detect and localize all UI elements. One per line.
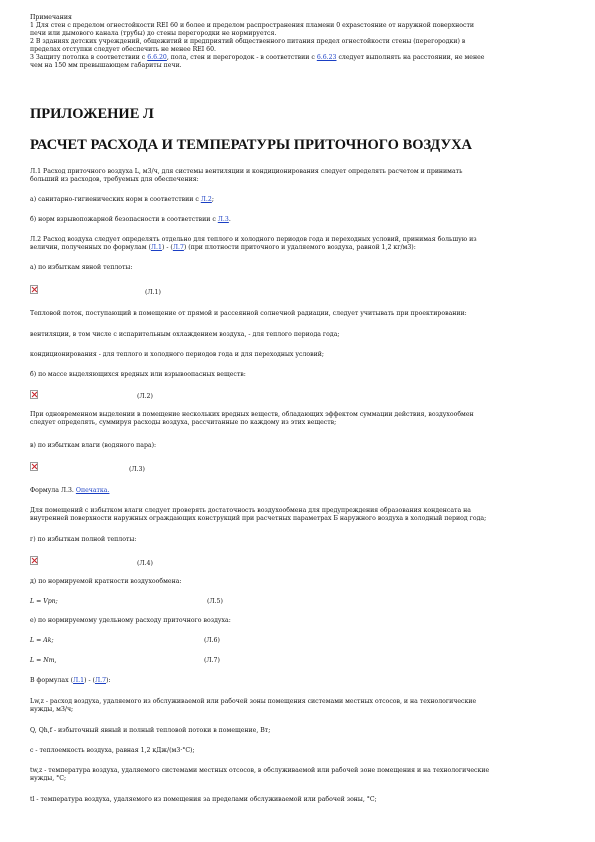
item-b-fire-safety: б) норм взрывопожарной безопасности в соответствии с Л.3. (30, 216, 231, 223)
formula-l6: L = Ak; (30, 637, 54, 644)
para-solar-radiation: Тепловой поток, поступающий в помещение от прямой и рассеянной солнечной радиации, следует учитывать при проектировании: (30, 310, 467, 317)
def-lwz-line-2: нужды, м3/ч; (30, 706, 74, 713)
formula-l3-image (30, 462, 38, 471)
para-ventilation: вентиляции, в том числе с испарительным охлаждением воздуха, - для теплого периода года; (30, 331, 340, 338)
note-1-line-2: печи или дымового канала (трубы) до стены перегородки не нормируется. (30, 30, 277, 37)
para-l1-line-1: Л.1 Расход приточного воздуха L, м3/ч, для системы вентиляции и кондиционирования следует определять расчетом и принимать (30, 168, 463, 175)
item-e-specific-flow: е) по нормируемому удельному расходу приточного воздуха: (30, 617, 231, 624)
def-c-heat-capacity: c - теплоемкость воздуха, равная 1,2 кДж/(м3·°C); (30, 747, 195, 754)
para-l2-line-1: Л.2 Расход воздуха следует определять отдельно для теплого и холодного периодов года и переходных условий, принимая большую из (30, 236, 477, 243)
formula-l4-image (30, 556, 38, 565)
link-l3[interactable]: Л.3 (217, 216, 229, 223)
notes-title: Примечания (30, 14, 72, 21)
link-formula-l7[interactable]: Л.7 (172, 244, 184, 251)
link-6-6-23[interactable]: 6.6.23 (316, 54, 337, 61)
item-a-sanitary: а) санитарно-гигиенических норм в соответствии с Л.2; (30, 196, 214, 203)
note-3-line-2: чем на 150 мм превышающем габариты печи. (30, 62, 182, 69)
link-erratum[interactable]: Опечатка. (75, 487, 110, 494)
note-1-line-1: 1 Для стен с пределом огнестойкости REI 60 и более и пределом распространения пламени 0 expasстояние от наружной поверхности (30, 22, 474, 29)
para-condensation-line-1: Для помещений с избытком влаги следует проверять достаточность воздухообмена для предупреждения образования конденсата на (30, 507, 471, 514)
formula-l2-number: (Л.2) (137, 393, 153, 400)
para-conditioning: кондиционирования - для теплого и холодного периодов года и для переходных условий; (30, 351, 324, 358)
appendix-heading: ПРИЛОЖЕНИЕ Л (30, 106, 154, 122)
item-b-harmful-substances: б) по массе выделяющихся вредных или взрывоопасных веществ: (30, 371, 246, 378)
def-q-heat: Q, Qh,f - избыточный явный и полный тепловой потоки в помещение, Вт; (30, 727, 271, 734)
formula-l1-image (30, 285, 38, 294)
para-summation-line-2: следует определять, суммируя расходы воздуха, рассчитанные по каждому из этих веществ; (30, 419, 337, 426)
def-twz-line-1: tw,z - температура воздуха, удаляемого системами местных отсосов, в обслуживаемой или рабочей зоне помещения и на технологические (30, 767, 490, 774)
def-tl: tl - температура воздуха, удаляемого из помещения за пределами обслуживаемой или рабочей зоны, °C; (30, 796, 377, 803)
item-a-sensible-heat: а) по избыткам явной теплоты: (30, 264, 133, 271)
para-l1-line-2: больший из расходов, требуемых для обеспечения: (30, 176, 199, 183)
appendix-title: РАСЧЕТ РАСХОДА И ТЕМПЕРАТУРЫ ПРИТОЧНОГО ВОЗДУХА (30, 137, 473, 153)
item-v-moisture: в) по избыткам влаги (водяного пара): (30, 442, 157, 449)
note-2-line-2: пределах отступки следует обеспечить не менее REI 60. (30, 46, 217, 53)
where-intro: В формулах (Л.1) - (Л.7): (30, 677, 111, 684)
link-formula-l1[interactable]: Л.1 (150, 244, 162, 251)
link-where-l7[interactable]: Л.7 (94, 677, 107, 684)
def-twz-line-2: нужды, °C; (30, 775, 67, 782)
link-where-l1[interactable]: Л.1 (73, 677, 85, 684)
formula-l3-number: (Л.3) (129, 466, 145, 473)
formula-l5: L = Vpn; (30, 598, 58, 605)
formula-l7-number: (Л.7) (204, 657, 220, 664)
formula-l1-number: (Л.1) (145, 289, 161, 296)
para-summation-line-1: При одновременном выделении в помещение нескольких вредных веществ, обладающих эффектом суммации действия, воздухообмен (30, 411, 474, 418)
note-3-line-1: 3 Защиту потолка в соответствии с 6.6.20, пола, стен и перегородок - в соответствии с 6.6.23 следует выполнять на расстоянии, не менее (30, 54, 485, 61)
para-l2-line-2: величин, полученных по формулам (Л.1) - (Л.7) (при плотности приточного и удаляемого воздуха, равной 1,2 кг/м3): (30, 244, 416, 251)
para-condensation-line-2: внутренней поверхности наружных ограждающих конструкций при расчетных параметрах Б наружного воздуха в холодный период года; (30, 515, 487, 522)
formula-l2-image (30, 390, 38, 399)
link-6-6-20[interactable]: 6.6.20 (147, 54, 167, 61)
note-2-line-1: 2 В зданиях детских учреждений, общежитий и предприятий общественного питания предел огнестойкости стены (перегородки) в (30, 38, 466, 45)
item-g-total-heat: г) по избыткам полной теплоты: (30, 536, 137, 543)
formula-l3-note: Формула Л.3. Опечатка. (30, 487, 110, 494)
formula-l7: L = Nm, (30, 657, 57, 664)
formula-l6-number: (Л.6) (204, 637, 220, 644)
formula-l4-number: (Л.4) (137, 560, 153, 567)
formula-l5-number: (Л.5) (207, 598, 223, 605)
link-l2[interactable]: Л.2 (200, 196, 212, 203)
item-d-air-exchange-rate: д) по нормируемой кратности воздухообмена: (30, 578, 182, 585)
def-lwz-line-1: Lw,z - расход воздуха, удаляемого из обслуживаемой или рабочей зоны помещения системами местных отсосов, и на технологические (30, 698, 477, 705)
